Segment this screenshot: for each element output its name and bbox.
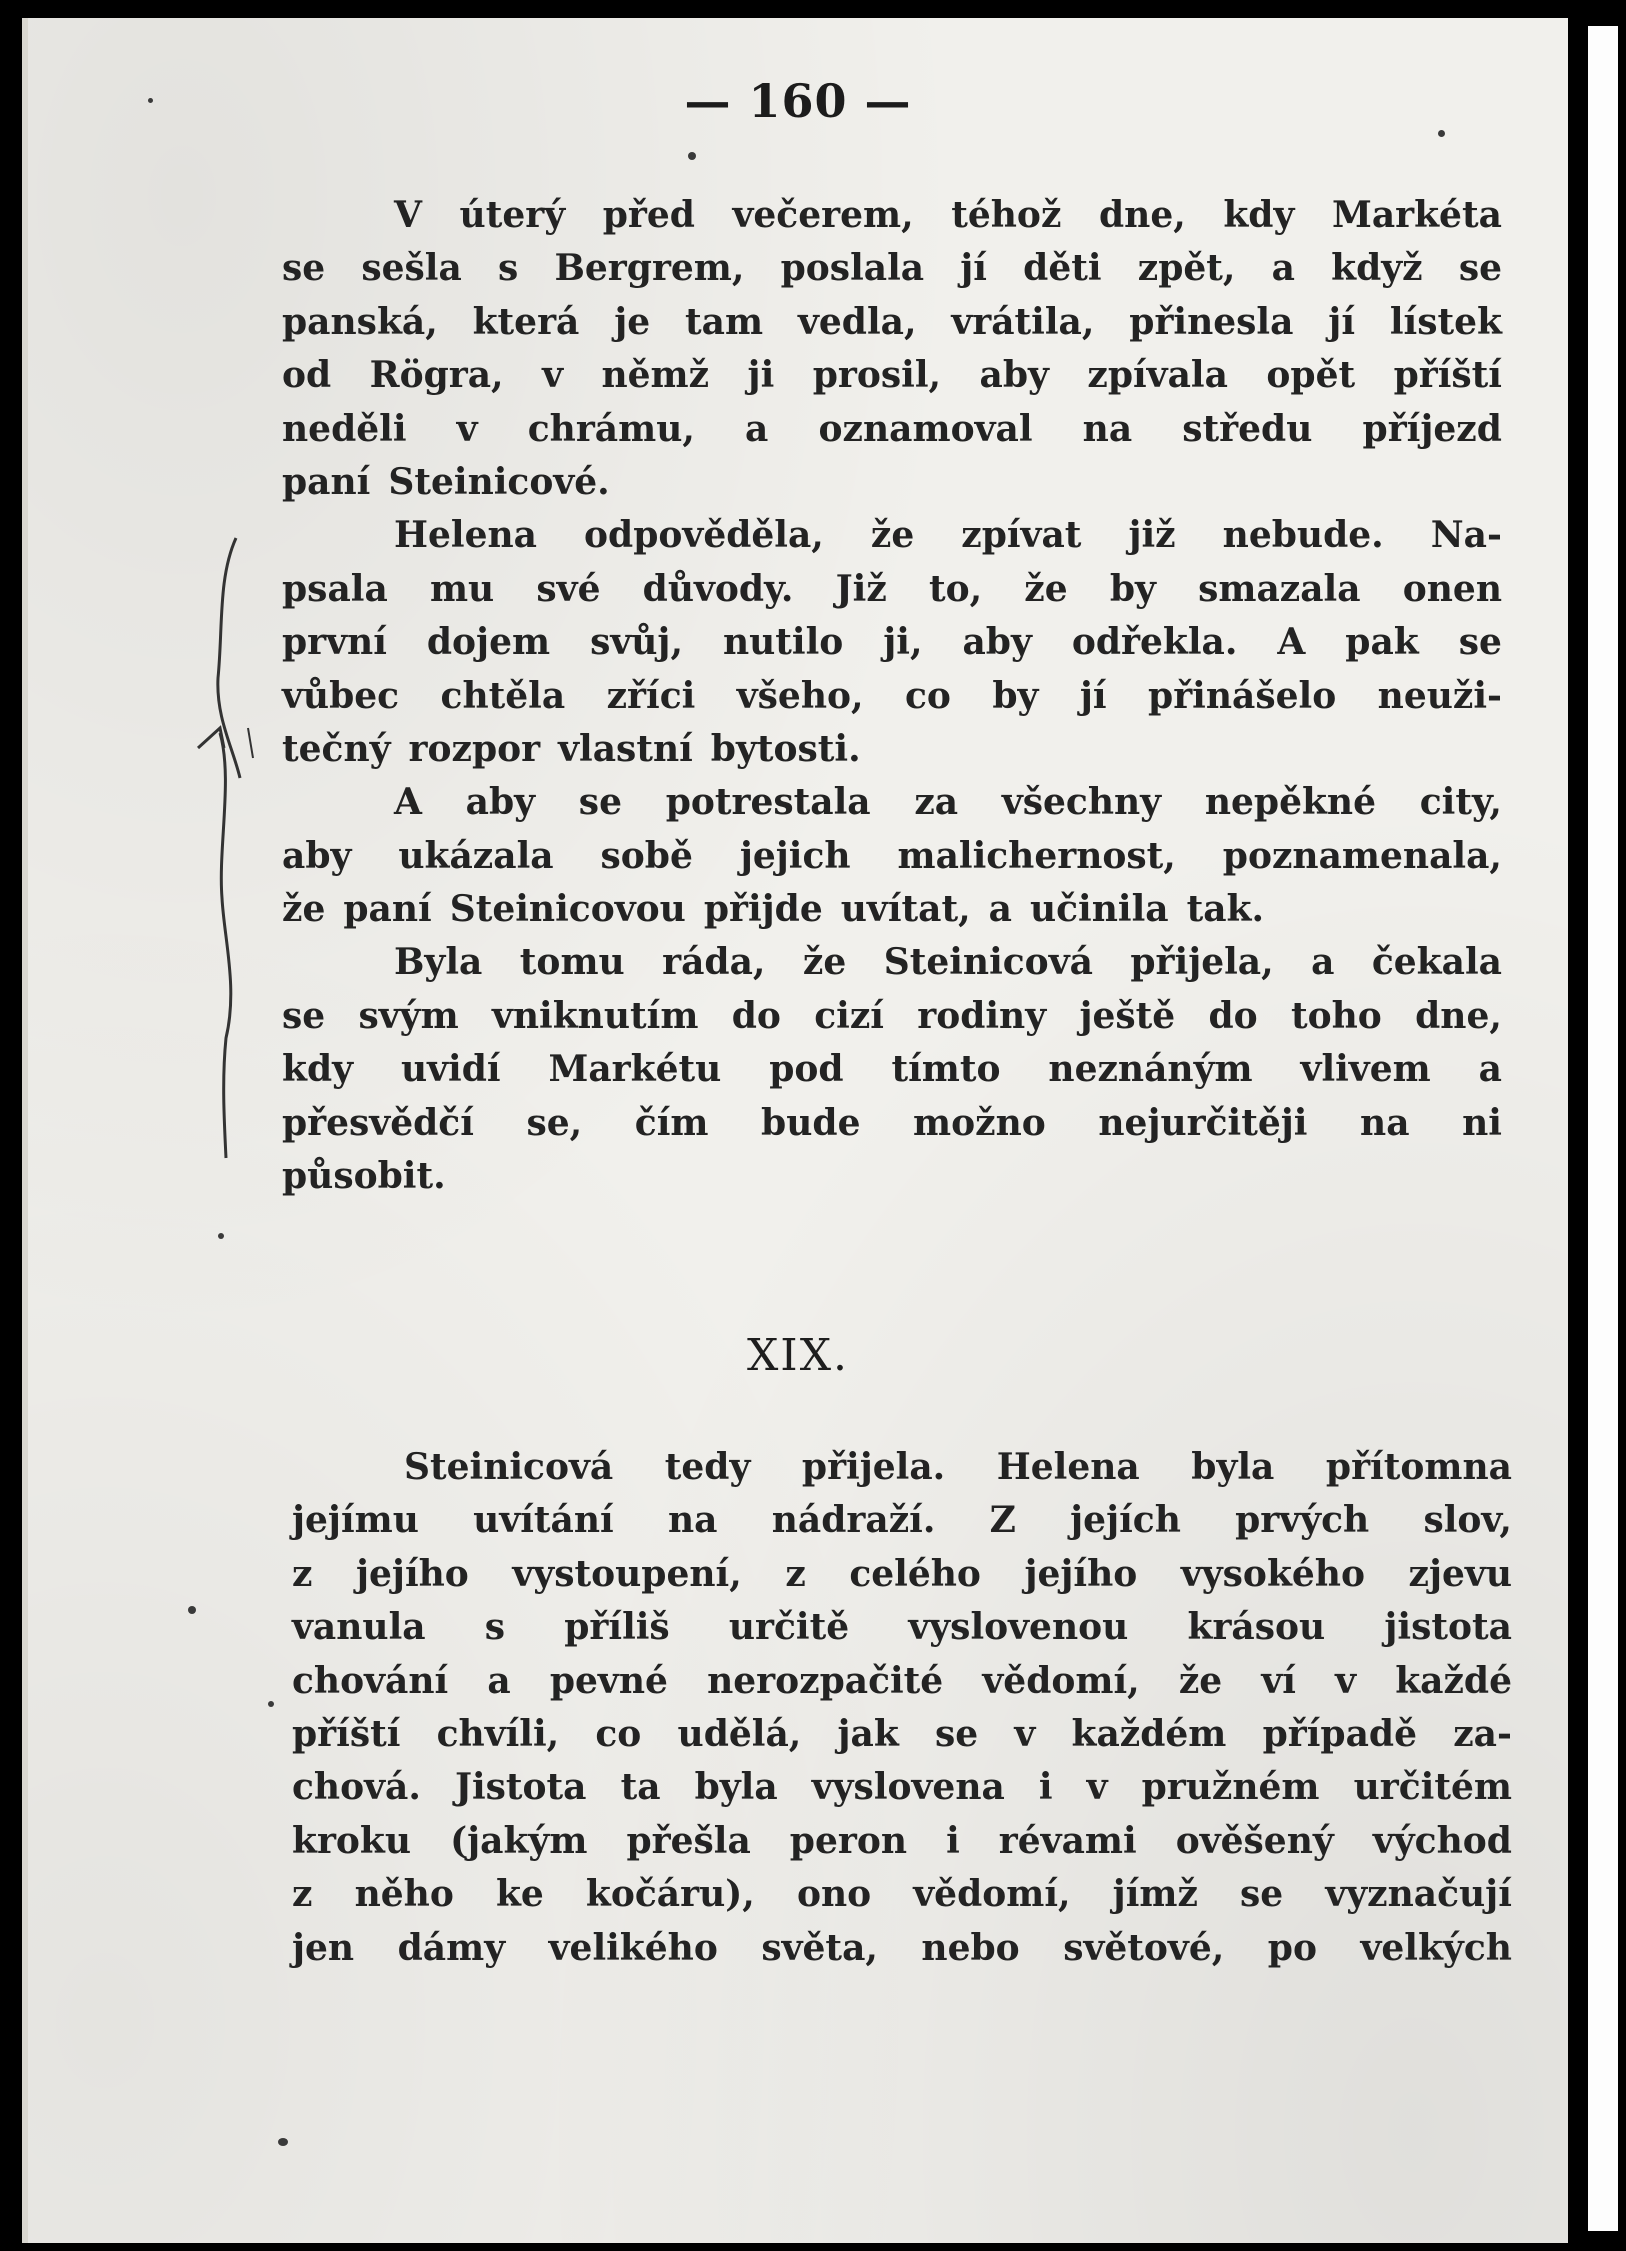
word: na [1082,407,1133,450]
word: ni [1462,1101,1502,1144]
word: chování [292,1659,449,1702]
word: ráda, [662,941,766,984]
word: příští [292,1712,401,1755]
word: Jistota [454,1766,587,1809]
word: pak [1345,621,1419,664]
word: chová. [292,1766,421,1809]
word: nepěkné [1204,781,1377,824]
word: vlastní [558,727,693,770]
word: Rögra, [369,354,504,397]
word: ověšený [1175,1819,1334,1862]
word: do [1208,994,1258,1037]
word: uvítání [473,1499,614,1542]
word: smazala [1198,567,1361,610]
text-line [282,296,1502,349]
text-line [292,1441,1512,1494]
word: nutilo [722,621,844,664]
word: světa, [761,1926,878,1969]
word: vanula [292,1606,426,1649]
word: po [1267,1926,1317,1969]
word: i [946,1819,960,1862]
word: zpívat [961,514,1082,557]
word: zjevu [1408,1552,1512,1595]
word: vědomí, [913,1873,1071,1916]
word: prvých [1235,1499,1370,1542]
word: přijela. [801,1446,946,1488]
word: tam [685,300,764,343]
word: Steinicové. [388,460,610,503]
word: by [1109,567,1156,610]
word: úterý [459,194,566,236]
text-line [282,616,1502,669]
word: s [498,247,519,290]
word: pružném [1141,1766,1320,1809]
word: učinila [1029,888,1169,931]
word: by [992,674,1039,717]
text-line [282,1150,1502,1203]
word: první [282,621,387,664]
word: jímž [1112,1873,1198,1916]
word: rodiny [917,994,1047,1037]
word: byla [1191,1446,1275,1488]
word: Na- [1430,514,1502,557]
word: neuži- [1377,674,1502,717]
word: velikého [548,1926,718,1969]
word: chrámu, [527,407,695,450]
word: a [487,1659,511,1702]
text-line [292,1548,1512,1601]
word: cizí [814,994,884,1037]
word: tomu [519,941,625,984]
print-speck [278,2138,288,2146]
word: příští [1393,354,1502,397]
word: aby [282,834,352,877]
word: něho [354,1873,454,1916]
text-line [282,776,1502,829]
word: tak. [1186,888,1265,931]
word: na [1360,1101,1410,1144]
word: určitém [1353,1766,1512,1809]
word: od [282,354,332,397]
word: zpívala [1087,354,1228,397]
word: paní [282,460,371,503]
word: přešla [626,1819,751,1862]
word: do [731,994,781,1037]
text-line [282,1043,1502,1096]
print-speck [188,1606,196,1614]
word: dojem [426,621,551,664]
word: se [578,781,622,824]
text-line [292,1655,1512,1708]
word: příliš [564,1606,670,1649]
text-line [282,723,1502,776]
word: oznamoval [818,407,1033,450]
word: odpověděla, [584,514,824,557]
word: se [1458,621,1502,664]
print-speck [688,152,696,160]
word: peron [789,1819,908,1862]
print-speck [148,98,153,103]
word: odřekla. [1071,621,1238,664]
word: onen [1402,567,1502,610]
print-speck [268,1701,274,1707]
word: Již [835,567,887,610]
word: všechny [1001,781,1162,824]
word: (jakým [450,1819,588,1862]
word: zříci [606,674,696,717]
word: ta [620,1766,661,1809]
word: z [292,1552,313,1595]
text-line [292,1708,1512,1761]
word: co [904,674,951,717]
word: se [282,994,326,1037]
text-block-2 [292,1441,1512,1975]
word: jak [837,1712,899,1755]
word: vyslovena [811,1766,1005,1809]
word: neznáným [1048,1048,1253,1091]
word: ukázala [398,834,554,877]
word: toho [1290,994,1382,1037]
text-line [282,883,1502,936]
word: z [785,1552,806,1595]
word: Markétu [548,1048,722,1091]
word: a [1311,941,1335,984]
word: panská, [282,300,438,343]
word: je [614,300,651,343]
word: bytosti. [710,727,861,770]
word: i [1038,1766,1053,1809]
text-line [282,990,1502,1043]
word: příjezd [1362,407,1502,450]
word: v [542,354,563,397]
word: udělá, [677,1712,802,1755]
word: nejurčitěji [1098,1101,1308,1144]
text-line [282,936,1502,989]
chapter-heading: XIX. [746,1330,849,1381]
word: vniknutím [491,994,699,1037]
word: zpět, [1137,247,1236,290]
word: prosil, [812,354,942,397]
word: když [1331,247,1423,290]
word: která [472,300,580,343]
word: čekala [1371,941,1502,984]
word: a [1271,247,1295,290]
word: kdy [1223,194,1295,236]
word: v [1086,1766,1108,1809]
word: bude [761,1101,861,1144]
word: celého [849,1552,981,1595]
word: již [1128,514,1176,557]
word: Byla [394,941,483,984]
word: středu [1182,407,1313,450]
word: světové, [1063,1926,1225,1969]
word: Steinicová [404,1446,614,1488]
word: A [394,781,422,824]
word: pevné [549,1659,668,1702]
word: sobě [600,834,693,877]
word: byla [694,1766,778,1809]
word: přinášelo [1148,674,1337,717]
text-line [282,242,1502,295]
word: tímto [891,1048,1001,1091]
word: jejímu [292,1499,419,1542]
word: se [935,1712,979,1755]
word: za [914,781,959,824]
word: svým [358,994,459,1037]
text-line [292,1601,1512,1654]
word: jejího [356,1552,469,1595]
word: aby [465,781,536,824]
page-number: — 160 — [684,74,912,128]
print-speck [1438,130,1445,137]
word: ji [747,354,775,397]
word: ví [1261,1659,1296,1702]
word: vyznačují [1325,1873,1512,1916]
word: vedla, [797,300,917,343]
word: se [282,247,326,290]
word: vyslovenou [908,1606,1129,1649]
word: mu [429,567,495,610]
word: případě [1262,1712,1417,1755]
word: každém [1071,1712,1227,1755]
word: jejího [1024,1552,1138,1595]
word: že [282,888,326,931]
word: Steinicová [883,941,1093,984]
word: vědomí, [982,1659,1140,1702]
word: Z [989,1499,1016,1542]
word: malichernost, [897,834,1176,877]
word: a [988,888,1012,931]
word: révami [998,1819,1137,1862]
word: sešla [361,247,462,290]
word: všeho, [736,674,864,717]
page-edge-strip [1588,26,1618,2231]
word: jí [960,247,987,290]
word: němž [601,354,710,397]
word: jistota [1384,1606,1512,1649]
word: vysokého [1180,1552,1365,1595]
word: co [595,1712,642,1755]
text-line [282,670,1502,723]
word: uvidí [400,1048,501,1091]
word: nebude. [1222,514,1384,557]
word: tečný [282,727,391,770]
text-line [282,349,1502,402]
word: chvíli, [436,1712,560,1755]
word: to, [928,567,983,610]
word: Steinicovou [449,888,686,931]
word: ke [495,1873,544,1916]
word: opět [1266,354,1356,397]
word: kočáru), [585,1873,755,1916]
word: neděli [282,407,407,450]
word: možno [913,1101,1046,1144]
word: A [1277,621,1306,664]
word: před [602,194,695,236]
word: se [1240,1873,1284,1916]
word: nerozpačité [707,1659,944,1702]
word: každé [1395,1659,1512,1702]
word: určitě [728,1606,850,1649]
word: vlivem [1300,1048,1431,1091]
word: dámy [397,1926,506,1969]
word: se, [526,1101,583,1144]
text-line [282,456,1502,509]
word: se [1458,247,1502,290]
word: aby [979,354,1049,397]
word: Helena [394,514,537,557]
margin-pencil-mark [178,518,268,1218]
word: tedy [664,1446,751,1488]
text-line [282,1097,1502,1150]
word: téhož [951,194,1062,236]
word: potrestala [665,781,871,824]
word: v [456,407,478,450]
word: slov, [1423,1499,1512,1542]
word: za- [1453,1712,1512,1755]
word: v [1014,1712,1036,1755]
word: rozpor [408,727,541,770]
word: dne, [1098,194,1186,236]
word: večerem, [732,194,914,236]
word: z [292,1873,313,1916]
word: V [394,194,422,236]
text-line [292,1761,1512,1814]
word: kroku [292,1819,412,1862]
word: a [745,407,769,450]
word: působit. [282,1155,446,1198]
word: že [1024,567,1068,610]
word: Bergrem, [554,247,745,290]
text-line [282,509,1502,562]
book-page [22,18,1568,2243]
word: přijde [703,888,823,931]
word: na [667,1499,718,1542]
word: psala [282,567,388,610]
word: city, [1419,781,1502,824]
word: v [1335,1659,1357,1702]
word: přijela, [1130,941,1274,984]
word: pod [769,1048,844,1091]
word: vůbec [282,674,400,717]
word: jejich [739,834,851,877]
word: Helena [996,1446,1140,1488]
word: ji, [883,621,923,664]
word: nádraží. [771,1499,936,1542]
word: krásou [1187,1606,1326,1649]
word: přinesla [1129,300,1294,343]
word: důvody. [642,567,794,610]
word: s [484,1606,506,1649]
word: nebo [921,1926,1020,1969]
word: přítomna [1325,1446,1512,1488]
word: kdy [282,1048,354,1091]
text-line [282,830,1502,883]
text-line [292,1494,1512,1547]
word: jí [1079,674,1107,717]
word: a [1478,1048,1502,1091]
word: dne, [1415,994,1502,1037]
word: děti [1023,247,1102,290]
word: jen [292,1926,355,1969]
text-line [292,1922,1512,1975]
word: ono [796,1873,872,1916]
word: jí [1328,300,1355,343]
word: aby [962,621,1032,664]
word: ještě [1079,994,1176,1037]
word: poznamenala, [1222,834,1502,877]
word: velkých [1360,1926,1512,1969]
word: uvítat, [840,888,971,931]
word: východ [1372,1819,1512,1862]
word: paní [343,888,432,931]
word: že [1178,1659,1223,1702]
word: vrátila, [951,300,1095,343]
word: vystoupení, [512,1552,742,1595]
word: čím [634,1101,709,1144]
word: že [870,514,915,557]
word: že [802,941,847,984]
text-line [292,1868,1512,1921]
word: jejích [1070,1499,1181,1542]
print-speck [218,1233,224,1239]
text-line [282,403,1502,456]
word: chtěla [440,674,566,717]
text-block-1 [282,189,1502,1203]
text-line [292,1815,1512,1868]
word: své [536,567,601,610]
word: svůj, [590,621,683,664]
word: lístek [1389,300,1502,343]
text-line [282,563,1502,616]
word: přesvědčí [282,1101,474,1144]
word: Markéta [1331,194,1502,236]
text-line [282,189,1502,242]
word: poslala [780,247,925,290]
